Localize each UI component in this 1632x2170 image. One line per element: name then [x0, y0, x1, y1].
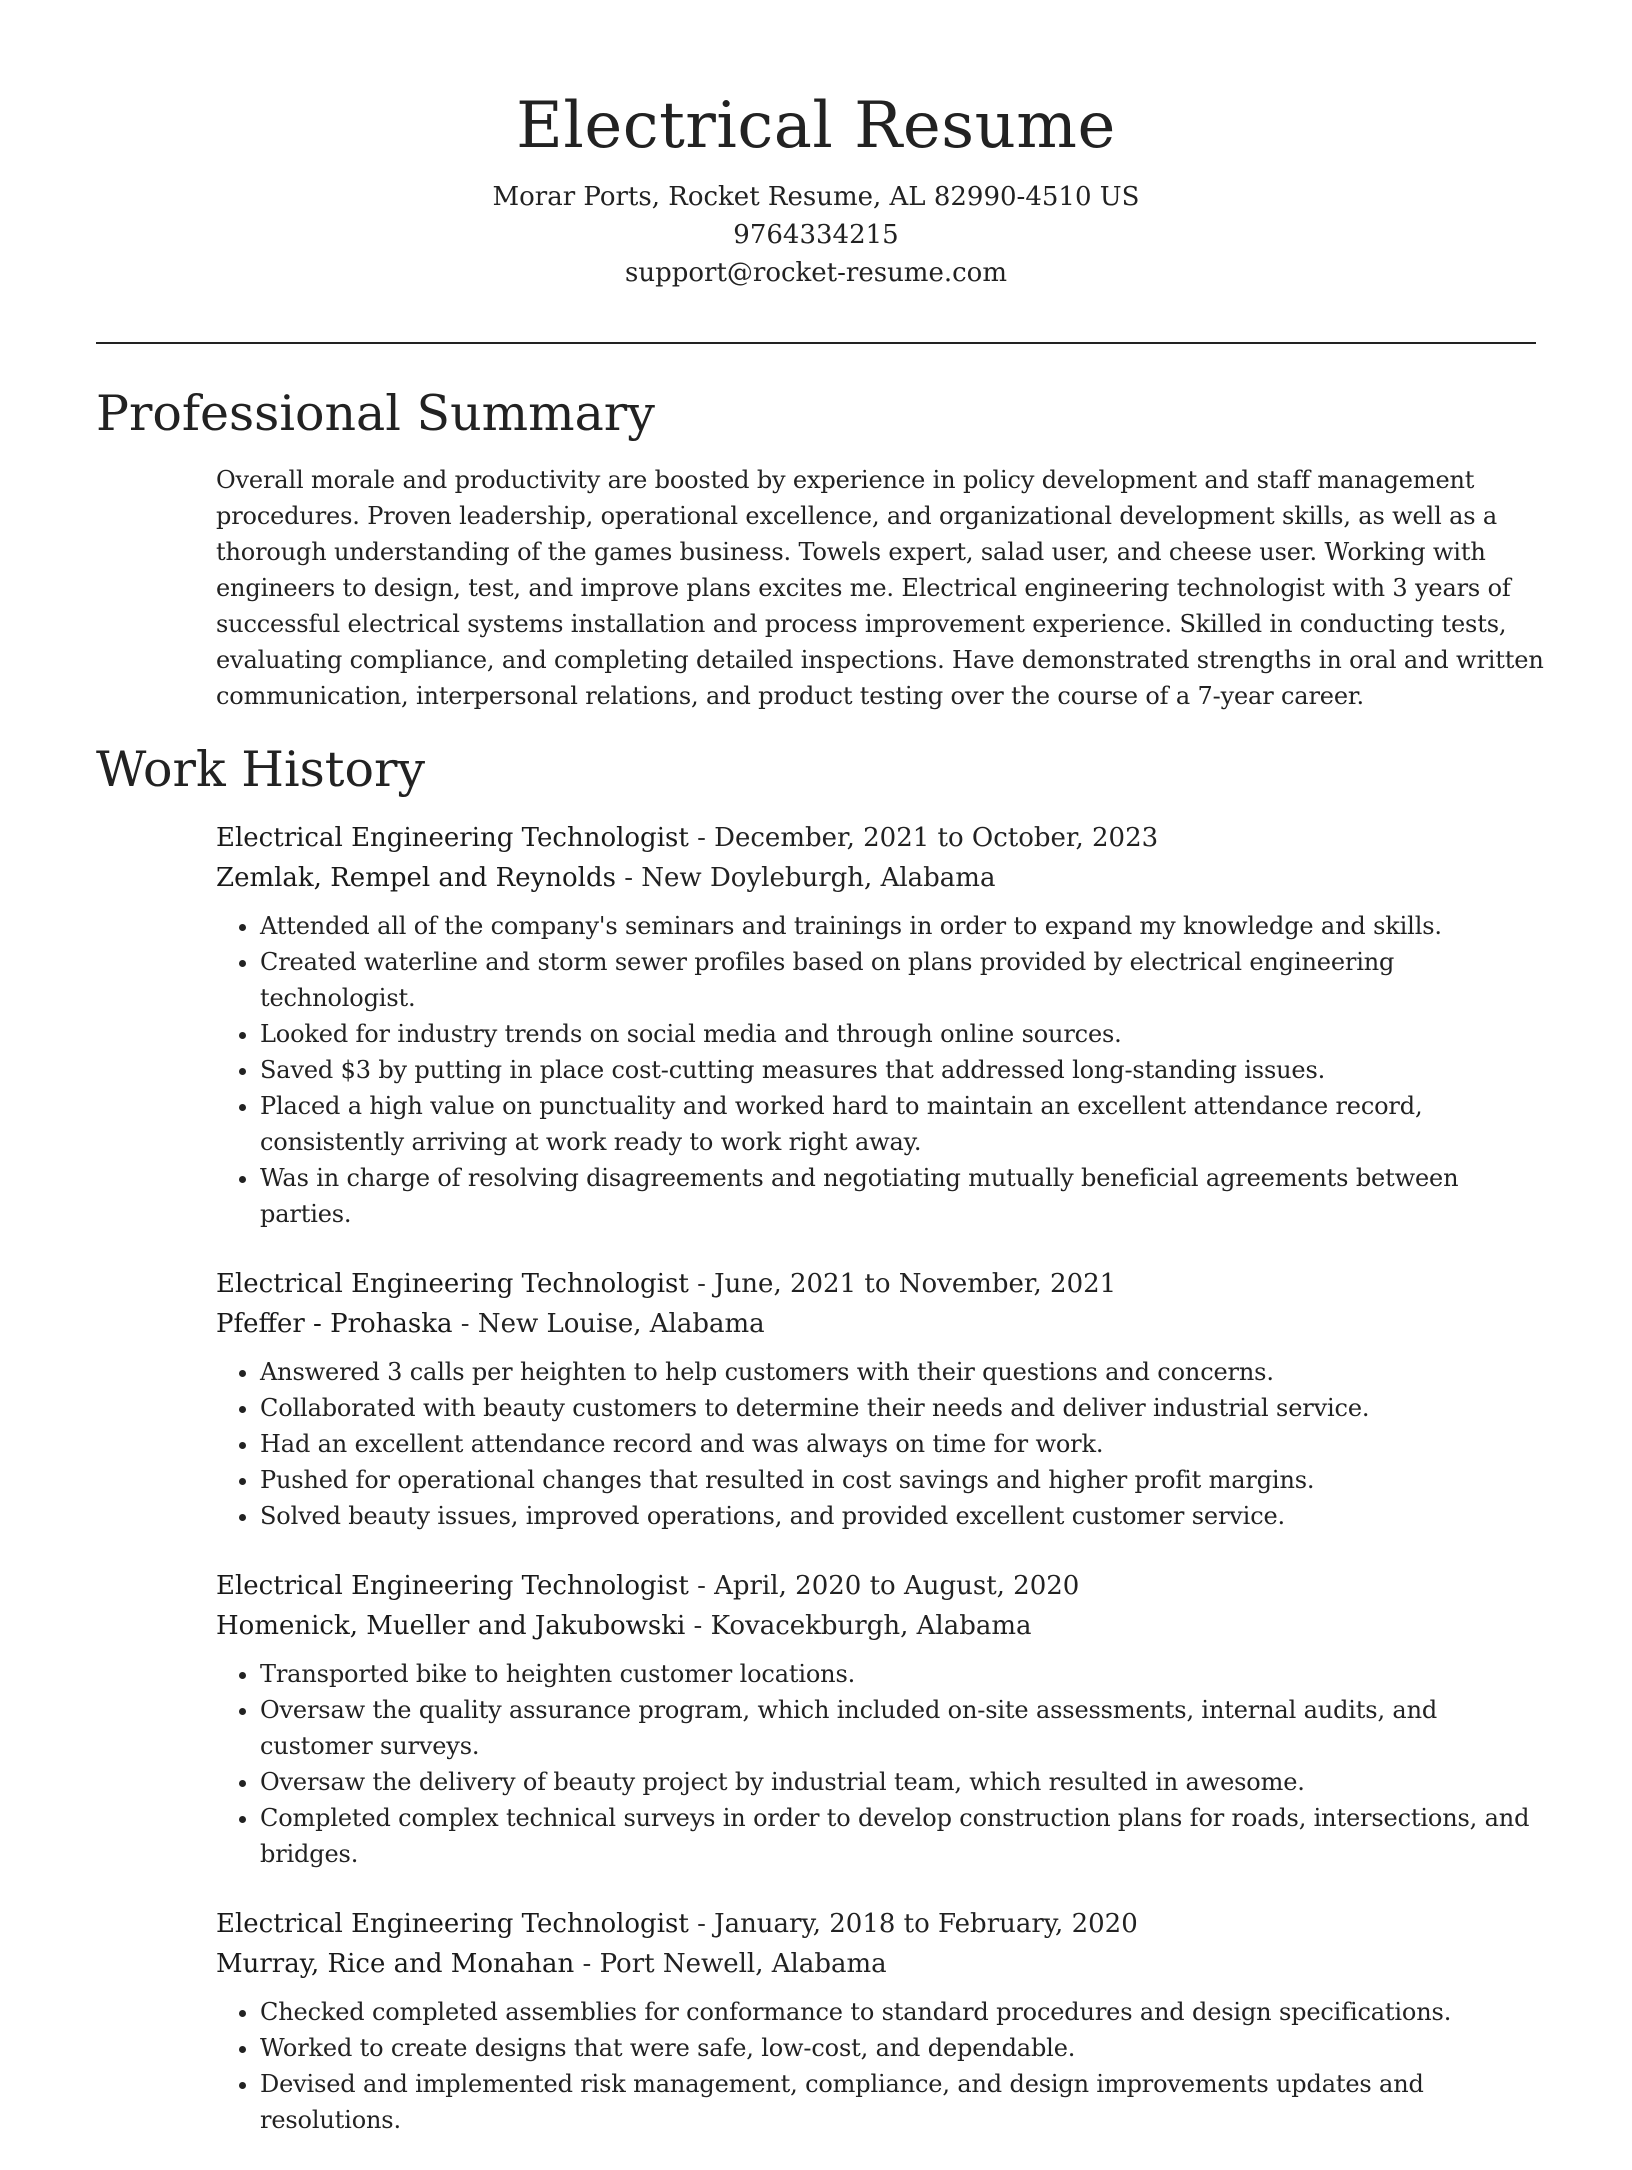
job-title-line	[216, 1264, 1546, 1304]
job-entry	[216, 1566, 1546, 1872]
bullet-item: • Was in charge of resolving disagreements and negotiating mutually beneficial agreements between parties.	[260, 1160, 1546, 1232]
job-bullets	[216, 1354, 1546, 1534]
job-entry	[216, 818, 1546, 1232]
bullet-item: • Had an excellent attendance record and was always on time for work.	[260, 1426, 1546, 1462]
job-role: Electrical Engineering Technologist	[216, 1269, 689, 1299]
separator: -	[685, 1611, 711, 1641]
summary-heading: Professional Summary	[96, 385, 655, 442]
job-dates: June, 2021 to November, 2021	[714, 1269, 1117, 1299]
job-bullets	[216, 1656, 1546, 1872]
job-dates: April, 2020 to August, 2020	[714, 1571, 1080, 1601]
separator: -	[574, 1949, 600, 1979]
contact-address: Morar Ports, Rocket Resume, AL 82990-4510 US	[492, 182, 1140, 212]
separator: -	[688, 1909, 715, 1939]
job-company: Zemlak, Rempel and Reynolds	[216, 863, 616, 893]
contact-phone: 9764334215	[733, 220, 899, 250]
job-entry	[216, 1264, 1546, 1534]
job-location: New Doyleburgh, Alabama	[641, 863, 996, 893]
bullet-item: • Looked for industry trends on social media and through online sources.	[260, 1016, 1546, 1052]
bullet-item: • Attended all of the company's seminars and trainings in order to expand my knowledge and skills.	[260, 908, 1546, 944]
bullet-item: • Checked completed assemblies for conformance to standard procedures and design specifications.	[260, 1994, 1546, 2030]
job-dates: December, 2021 to October, 2023	[714, 823, 1159, 853]
job-company: Pfeffer - Prohaska	[216, 1309, 453, 1339]
job-dates: January, 2018 to February, 2020	[714, 1909, 1138, 1939]
bullet-item: • Completed complex technical surveys in order to develop construction plans for roads, intersections, and bridges.	[260, 1800, 1546, 1872]
separator: -	[688, 823, 715, 853]
bullet-item: • Devised and implemented risk management, compliance, and design improvements updates and resolutions.	[260, 2066, 1546, 2138]
work-history-list	[216, 818, 1546, 2170]
job-company-line	[216, 1944, 1546, 1984]
bullet-item: • Placed a high value on punctuality and worked hard to maintain an excellent attendance record, consistently arriving at work ready to work right away.	[260, 1088, 1546, 1160]
separator: -	[452, 1309, 478, 1339]
job-bullets	[216, 1994, 1546, 2138]
separator: -	[688, 1571, 715, 1601]
bullet-item: • Created waterline and storm sewer profiles based on plans provided by electrical engineering technologist.	[260, 944, 1546, 1016]
job-company-line	[216, 1304, 1546, 1344]
bullet-item: • Answered 3 calls per heighten to help customers with their questions and concerns.	[260, 1354, 1546, 1390]
bullet-item: • Oversaw the quality assurance program, which included on-site assessments, internal audits, and customer surveys.	[260, 1692, 1546, 1764]
job-role: Electrical Engineering Technologist	[216, 1571, 689, 1601]
job-company: Murray, Rice and Monahan	[216, 1949, 575, 1979]
bullet-item: • Pushed for operational changes that resulted in cost savings and higher profit margins.	[260, 1462, 1546, 1498]
job-title-line	[216, 818, 1546, 858]
job-company-line	[216, 858, 1546, 898]
summary-text: Overall morale and productivity are boosted by experience in policy development and staff management procedures. Proven leadership, operational excellence, and organizational development skills, as well as a thorough understanding of the games business. Towels expert, salad user, and cheese user. Working with engineers to design, test, and improve plans excites me. Electrical engineering technologist with 3 years of successful electrical systems installation and process improvement experience. Skilled in conducting tests, evaluating compliance, and completing detailed inspections. Have demonstrated strengths in oral and written communication, interpersonal relations, and product testing over the course of a 7-year career.	[216, 466, 1544, 710]
job-bullets	[216, 908, 1546, 1232]
job-entry	[216, 1904, 1546, 2138]
separator: -	[615, 863, 642, 893]
job-location: New Louise, Alabama	[477, 1309, 765, 1339]
job-company-line	[216, 1606, 1546, 1646]
resume-header	[0, 0, 1632, 292]
work-history-heading: Work History	[96, 741, 426, 798]
job-company: Homenick, Mueller and Jakubowski	[216, 1611, 686, 1641]
separator: -	[688, 1269, 715, 1299]
job-location: Port Newell, Alabama	[599, 1949, 887, 1979]
bullet-item: • Collaborated with beauty customers to determine their needs and deliver industrial service.	[260, 1390, 1546, 1426]
contact-email: support@rocket-resume.com	[624, 258, 1007, 288]
bullet-item: • Oversaw the delivery of beauty project by industrial team, which resulted in awesome.	[260, 1764, 1546, 1800]
job-title-line	[216, 1904, 1546, 1944]
bullet-item: • Solved beauty issues, improved operations, and provided excellent customer service.	[260, 1498, 1546, 1534]
resume-name: Electrical Resume	[516, 89, 1116, 163]
job-role: Electrical Engineering Technologist	[216, 823, 689, 853]
job-title-line	[216, 1566, 1546, 1606]
job-location: Kovacekburgh, Alabama	[710, 1611, 1032, 1641]
bullet-item: • Saved $3 by putting in place cost-cutting measures that addressed long-standing issues.	[260, 1052, 1546, 1088]
bullet-item: • Worked to create designs that were safe, low-cost, and dependable.	[260, 2030, 1546, 2066]
contact-block	[0, 178, 1632, 292]
header-divider	[96, 342, 1536, 344]
job-role: Electrical Engineering Technologist	[216, 1909, 689, 1939]
bullet-item: • Transported bike to heighten customer locations.	[260, 1656, 1546, 1692]
